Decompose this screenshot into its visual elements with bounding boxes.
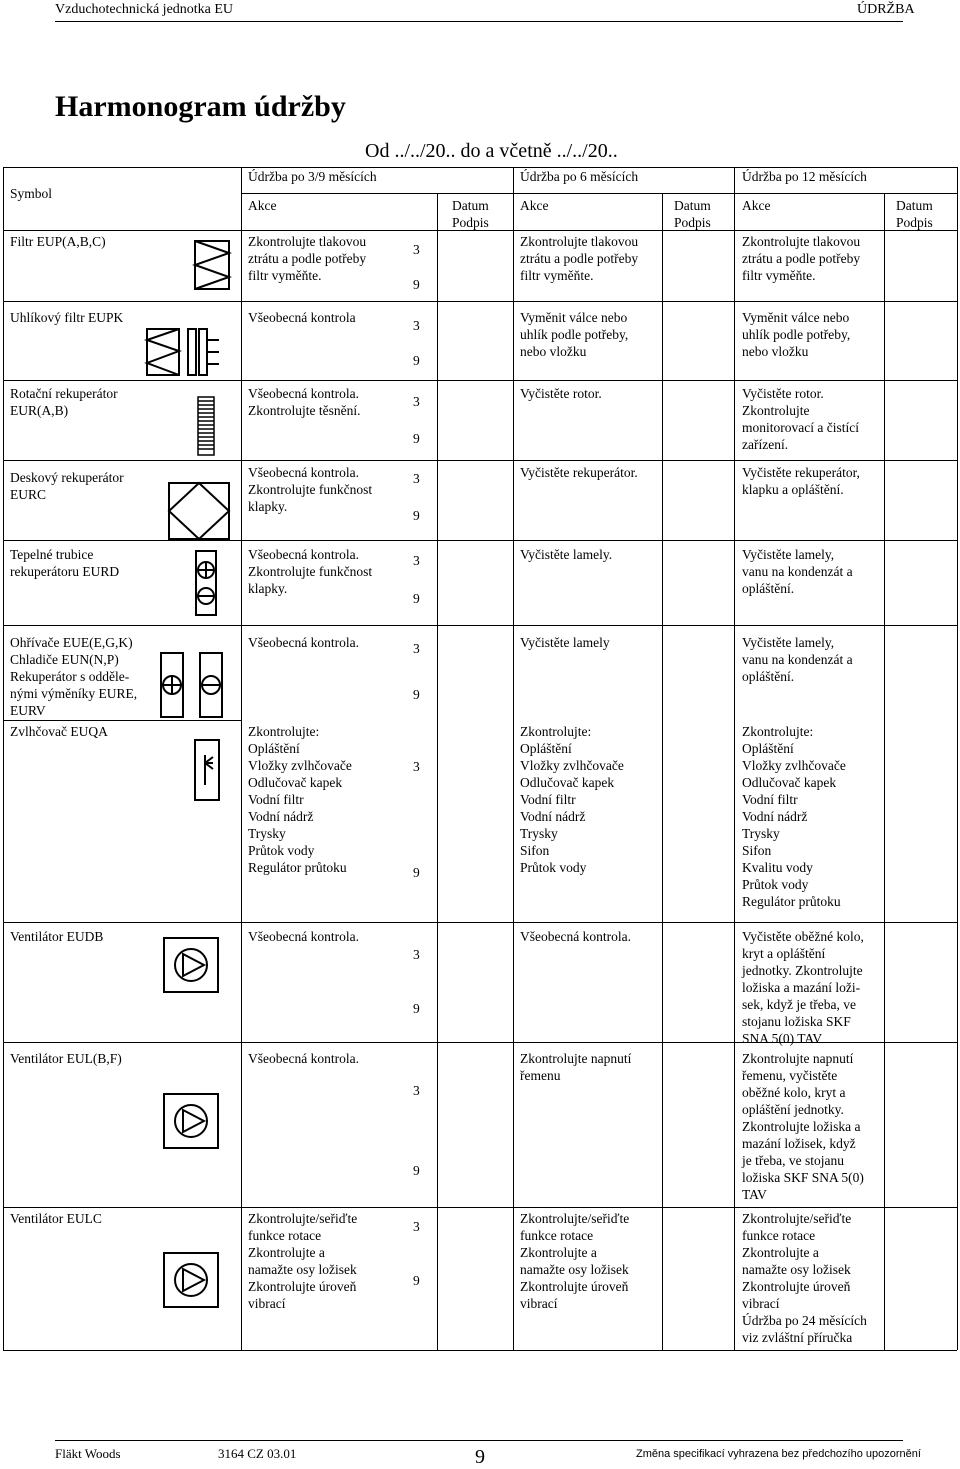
action-line: klapky. — [248, 581, 288, 596]
interval-3: 3 — [413, 759, 420, 774]
action-line: Zkontrolujte úroveň — [742, 1279, 851, 1294]
interval-9: 9 — [413, 591, 420, 606]
action-line: Průtok vody — [520, 860, 587, 875]
component-name: EURV — [10, 703, 46, 718]
action-line: je třeba, ve stojanu — [742, 1153, 844, 1168]
action-line: Vodní nádrž — [742, 809, 808, 824]
component-name: Ventilátor EULC — [10, 1211, 102, 1226]
footer-rule — [55, 1440, 903, 1441]
component-name: Zvlhčovač EUQA — [10, 724, 108, 739]
action-line: funkce rotace — [742, 1228, 816, 1243]
component-name: rekuperátoru EURD — [10, 564, 120, 579]
action-line: Zkontrolujte napnutí — [520, 1051, 632, 1066]
interval-3: 3 — [413, 1083, 420, 1098]
grid-line — [3, 625, 957, 626]
action-line: Všeobecná kontrola. — [248, 635, 359, 650]
action-line: Zkontrolujte: — [520, 724, 592, 739]
interval-3: 3 — [413, 1219, 420, 1234]
action-line: vanu na kondenzát a — [742, 564, 853, 579]
action-line: Regulátor průtoku — [248, 860, 347, 875]
component-name: Rotační rekuperátor — [10, 386, 118, 401]
interval-3: 3 — [413, 471, 420, 486]
action-line: vibrací — [742, 1296, 780, 1311]
footer-right: Změna specifikací vyhrazena bez předchozího upozornění — [636, 1448, 921, 1460]
grid-line — [3, 1207, 957, 1208]
action-line: Vyčistěte oběžné kolo, — [742, 929, 864, 944]
interval-9: 9 — [413, 277, 420, 292]
action-line: Vyčistěte rekuperátor, — [742, 465, 860, 480]
action-line: Zkontrolujte a — [520, 1245, 597, 1260]
datum-header: Datum — [674, 198, 711, 213]
podpis-header: Podpis — [674, 215, 711, 230]
component-name: Chladiče EUN(N,P) — [10, 652, 119, 667]
component-name: EUR(A,B) — [10, 403, 69, 418]
action-line: namažte osy ložisek — [520, 1262, 629, 1277]
interval-9: 9 — [413, 1163, 420, 1178]
heat-pipe-icon — [195, 550, 217, 616]
grid-line — [437, 193, 438, 1350]
action-line: Zkontrolujte: — [248, 724, 320, 739]
plate-recuperator-icon — [168, 482, 230, 540]
akce-header: Akce — [248, 198, 277, 213]
interval-3: 3 — [413, 641, 420, 656]
grid-line — [3, 460, 957, 461]
action-line: Sifon — [742, 843, 772, 858]
akce-header: Akce — [520, 198, 549, 213]
action-line: Vyměnit válce nebo — [520, 310, 628, 325]
action-line: Odlučovač kapek — [742, 775, 837, 790]
akce-header: Akce — [742, 198, 771, 213]
action-line: Zkontrolujte úroveň — [248, 1279, 357, 1294]
action-line: Všeobecná kontrola. — [248, 386, 359, 401]
action-line: Opláštění — [248, 741, 300, 756]
action-line: TAV — [742, 1187, 767, 1202]
period-line: Od ../../20.. do a včetně ../../20.. — [365, 140, 618, 162]
action-line: Zkontrolujte a — [248, 1245, 325, 1260]
grid-line — [3, 380, 957, 381]
action-line: Vodní nádrž — [248, 809, 314, 824]
grid-line — [3, 540, 957, 541]
action-line: řemenu — [520, 1068, 561, 1083]
interval-9: 9 — [413, 1001, 420, 1016]
component-name: Ventilátor EUDB — [10, 929, 104, 944]
action-line: filtr vyměňte. — [742, 268, 816, 283]
action-line: Zkontrolujte funkčnost — [248, 482, 373, 497]
symbol-header: Symbol — [10, 186, 53, 201]
action-line: Odlučovač kapek — [248, 775, 343, 790]
action-line: Údržba po 24 měsících — [742, 1313, 867, 1328]
action-line: Všeobecná kontrola. — [248, 465, 359, 480]
action-line: Vyčistěte lamely — [520, 635, 610, 650]
action-line: namažte osy ložisek — [248, 1262, 357, 1277]
group-header-6: Údržba po 6 měsících — [520, 169, 639, 184]
action-line: Zkontrolujte funkčnost — [248, 564, 373, 579]
page-number: 9 — [475, 1446, 485, 1468]
datum-header: Datum — [896, 198, 933, 213]
action-line: Zkontrolujte/seřiďte — [742, 1211, 852, 1226]
action-line: vibrací — [248, 1296, 286, 1311]
carbon-filter-icon — [146, 328, 249, 376]
action-line: Všeobecná kontrola. — [248, 1051, 359, 1066]
action-line: Všeobecná kontrola. — [520, 929, 631, 944]
group-header-3-9: Údržba po 3/9 měsících — [248, 169, 377, 184]
page-title: Harmonogram údržby — [55, 90, 346, 123]
action-line: Opláštění — [520, 741, 572, 756]
action-line: ztrátu a podle potřeby — [742, 251, 861, 266]
action-line: Vyčistěte rekuperátor. — [520, 465, 638, 480]
grid-line — [3, 720, 241, 721]
component-name: Deskový rekuperátor — [10, 470, 124, 485]
action-line: klapku a opláštění. — [742, 482, 844, 497]
action-line: namažte osy ložisek — [742, 1262, 851, 1277]
action-line: stojanu ložiska SKF — [742, 1014, 851, 1029]
action-line: ztrátu a podle potřeby — [520, 251, 639, 266]
action-line: funkce rotace — [520, 1228, 594, 1243]
action-line: Zkontrolujte tlakovou — [742, 234, 861, 249]
interval-3: 3 — [413, 947, 420, 962]
action-line: uhlík podle potřeby, — [520, 327, 629, 342]
interval-9: 9 — [413, 508, 420, 523]
interval-9: 9 — [413, 353, 420, 368]
action-line: Opláštění — [742, 741, 794, 756]
action-line: Vyměnit válce nebo — [742, 310, 850, 325]
action-line: Vložky zvlhčovače — [520, 758, 624, 773]
action-line: Zkontrolujte tlakovou — [520, 234, 639, 249]
component-name: nými výměníky EURE, — [10, 686, 138, 701]
action-line: Zkontrolujte a — [742, 1245, 819, 1260]
action-line: Zkontrolujte napnutí — [742, 1051, 854, 1066]
action-line: Zkontrolujte ložiska a — [742, 1119, 861, 1134]
action-line: jednotky. Zkontrolujte — [742, 963, 863, 978]
action-line: ložiska SKF SNA 5(0) — [742, 1170, 864, 1185]
action-line: vibrací — [520, 1296, 558, 1311]
action-line: Vodní filtr — [520, 792, 576, 807]
action-line: Vložky zvlhčovače — [742, 758, 846, 773]
action-line: Vodní filtr — [248, 792, 304, 807]
action-line: Vodní nádrž — [520, 809, 586, 824]
component-name: Rekuperátor s odděle- — [10, 669, 130, 684]
interval-9: 9 — [413, 431, 420, 446]
interval-3: 3 — [413, 553, 420, 568]
action-line: kryt a opláštění — [742, 946, 826, 961]
fan-icon — [163, 937, 219, 993]
heater-cooler-icon — [160, 652, 224, 718]
action-line: Kvalitu vody — [742, 860, 813, 875]
component-name: Ohřívače EUE(E,G,K) — [10, 635, 133, 650]
component-name: Filtr EUP(A,B,C) — [10, 234, 106, 249]
action-line: Trysky — [742, 826, 780, 841]
action-line: Vyčistěte rotor. — [520, 386, 602, 401]
interval-3: 3 — [413, 394, 420, 409]
action-line: nebo vložku — [742, 344, 809, 359]
interval-3: 3 — [413, 242, 420, 257]
action-line: zařízení. — [742, 437, 789, 452]
podpis-header: Podpis — [452, 215, 489, 230]
action-line: SNA 5(0) TAV — [742, 1031, 823, 1046]
action-line: Zkontrolujte úroveň — [520, 1279, 629, 1294]
action-line: opláštění. — [742, 669, 795, 684]
action-line: monitorovací a čistící — [742, 420, 859, 435]
humidifier-icon — [194, 739, 220, 801]
action-line: Všeobecná kontrola. — [248, 547, 359, 562]
component-name: Ventilátor EUL(B,F) — [10, 1051, 122, 1066]
action-line: filtr vyměňte. — [248, 268, 322, 283]
action-line: viz zvláštní příručka — [742, 1330, 853, 1345]
action-line: Sifon — [520, 843, 550, 858]
datum-header: Datum — [452, 198, 489, 213]
interval-9: 9 — [413, 865, 420, 880]
rotary-recuperator-icon — [197, 396, 215, 456]
action-line: filtr vyměňte. — [520, 268, 594, 283]
action-line: Zkontrolujte: — [742, 724, 814, 739]
grid-line — [241, 193, 957, 194]
action-line: sek, když je třeba, ve — [742, 997, 856, 1012]
action-line: uhlík podle potřeby, — [742, 327, 851, 342]
action-line: Vyčistěte lamely. — [520, 547, 613, 562]
fan-icon — [163, 1252, 219, 1308]
action-line: Všeobecná kontrola. — [248, 929, 359, 944]
action-line: Všeobecná kontrola — [248, 310, 356, 325]
action-line: ložiska a mazání loži- — [742, 980, 861, 995]
component-name: Uhlíkový filtr EUPK — [10, 310, 124, 325]
action-line: Vodní filtr — [742, 792, 798, 807]
action-line: Zkontrolujte/seřiďte — [248, 1211, 358, 1226]
action-line: Průtok vody — [742, 877, 809, 892]
action-line: Trysky — [520, 826, 558, 841]
header-right: ÚDRŽBA — [857, 2, 915, 17]
footer-code: 3164 CZ 03.01 — [218, 1446, 297, 1461]
action-line: mazání ložisek, když — [742, 1136, 856, 1151]
fan-icon — [163, 1093, 219, 1149]
action-line: Vyčistěte lamely, — [742, 547, 835, 562]
interval-9: 9 — [413, 1273, 420, 1288]
grid-line — [3, 1350, 957, 1351]
action-line: Zkontrolujte těsnění. — [248, 403, 361, 418]
action-line: Regulátor průtoku — [742, 894, 841, 909]
grid-line — [662, 193, 663, 1350]
action-line: Vložky zvlhčovače — [248, 758, 352, 773]
action-line: opláštění jednotky. — [742, 1102, 844, 1117]
action-line: Vyčistěte lamely, — [742, 635, 835, 650]
action-line: Zkontrolujte/seřiďte — [520, 1211, 630, 1226]
header-left: Vzduchotechnická jednotka EU — [55, 2, 234, 17]
action-line: ztrátu a podle potřeby — [248, 251, 367, 266]
action-line: nebo vložku — [520, 344, 587, 359]
grid-line — [884, 193, 885, 1350]
interval-3: 3 — [413, 318, 420, 333]
footer-left: Fläkt Woods — [55, 1446, 121, 1461]
action-line: Průtok vody — [248, 843, 315, 858]
component-name: Tepelné trubice — [10, 547, 94, 562]
header-rule — [55, 21, 903, 22]
action-line: Trysky — [248, 826, 286, 841]
action-line: Odlučovač kapek — [520, 775, 615, 790]
grid-line — [734, 167, 735, 1350]
group-header-12: Údržba po 12 měsících — [742, 169, 867, 184]
action-line: vanu na kondenzát a — [742, 652, 853, 667]
interval-9: 9 — [413, 687, 420, 702]
grid-line — [513, 167, 514, 1350]
action-line: Vyčistěte rotor. — [742, 386, 824, 401]
action-line: řemenu, vyčistěte — [742, 1068, 838, 1083]
filter-icon — [194, 240, 230, 290]
action-line: oběžné kolo, kryt a — [742, 1085, 846, 1100]
action-line: Zkontrolujte tlakovou — [248, 234, 367, 249]
action-line: klapky. — [248, 499, 288, 514]
component-name: EURC — [10, 487, 47, 502]
action-line: Zkontrolujte — [742, 403, 810, 418]
action-line: funkce rotace — [248, 1228, 322, 1243]
grid-line — [957, 167, 958, 1350]
grid-line — [3, 301, 957, 302]
podpis-header: Podpis — [896, 215, 933, 230]
action-line: opláštění. — [742, 581, 795, 596]
grid-line — [3, 922, 957, 923]
grid-line — [3, 167, 4, 1350]
